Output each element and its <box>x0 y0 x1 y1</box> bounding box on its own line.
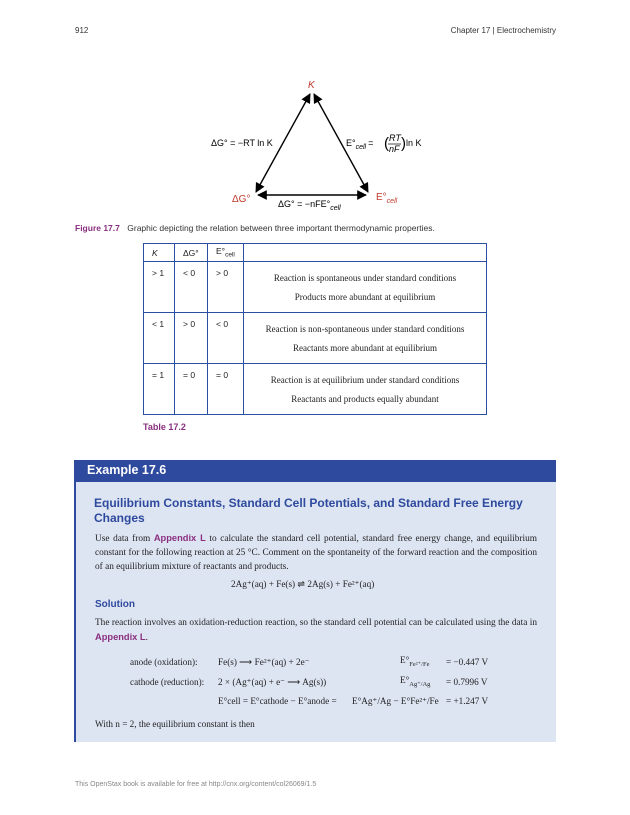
cell-description: Reaction is at equilibrium under standard conditions Reactants and products equally abundant <box>244 364 487 415</box>
anode-label: anode (oxidation): <box>130 657 198 667</box>
cell-potential-equation: E°cell = E°cathode − E°anode = <box>218 696 337 706</box>
page-footer: This OpenStax book is available for free at http://cnx.org/content/col26069/1.5 <box>75 781 317 788</box>
cell-g: < 0 <box>175 262 208 313</box>
table-row <box>144 313 487 364</box>
edge-label-ek <box>346 133 422 154</box>
cell-potential-value: = +1.247 V <box>446 696 489 706</box>
edge-label-gk: ΔG° = −RT ln K <box>211 138 273 148</box>
table-header-row <box>144 244 487 262</box>
cell-description: Reaction is spontaneous under standard conditions Products more abundant at equilibrium <box>244 262 487 313</box>
svg-text:(: ( <box>384 135 389 152</box>
cell-g: = 0 <box>175 364 208 415</box>
svg-text:RT: RT <box>389 133 401 143</box>
reaction-equation: 2Ag⁺(aq) + Fe(s) ⇌ 2Ag(s) + Fe²⁺(aq) <box>231 579 375 589</box>
svg-text:ln K: ln K <box>406 138 422 148</box>
cell-e: > 0 <box>208 262 244 313</box>
figure-caption-text: Graphic depicting the relation between three important thermodynamic properties. <box>127 223 435 233</box>
anode-equation: Fe(s) ⟶ Fe²⁺(aq) + 2e⁻ <box>218 657 310 667</box>
properties-table <box>143 243 487 415</box>
example-prompt: Use data from Appendix L to calculate the standard cell potential, standard free energy change, and equilibrium constant for the following reaction at 25 °C. Comment on the spontaneity of the forward reaction and the composition of an equilibrium mixture of reactants and products. <box>95 533 537 572</box>
running-header: Chapter 17 | Electrochemistry <box>450 26 556 35</box>
cell-potential-difference: E°Ag⁺/Ag − E°Fe²⁺/Fe <box>352 696 439 706</box>
cell-k: < 1 <box>144 313 175 364</box>
col-header-description <box>244 244 487 262</box>
vertex-e-cell: $E^\circ_{cell}$ <box>376 192 398 205</box>
vertex-delta-g: ΔG° <box>232 194 251 205</box>
cathode-value: = 0.7996 V <box>446 677 488 687</box>
figure-caption <box>75 223 435 233</box>
edge-label-ge: $\Delta G^\circ = -nFE^\circ_{cell}$ <box>278 199 341 212</box>
page-number: 912 <box>75 26 89 35</box>
anode-potential: $E^\circ_{Fe^{2+}/Fe}$ <box>400 655 430 668</box>
cell-e: = 0 <box>208 364 244 415</box>
cell-g: > 0 <box>175 313 208 364</box>
thermo-triangle-diagram <box>0 0 630 220</box>
table-caption: Table 17.2 <box>143 422 186 432</box>
cathode-potential: $E^\circ_{Ag^+/Ag}$ <box>400 675 431 688</box>
cathode-equation: 2 × (Ag⁺(aq) + e⁻ ⟶ Ag(s)) <box>218 677 327 687</box>
cell-k: = 1 <box>144 364 175 415</box>
solution-paragraph: The reaction involves an oxidation-reduction reaction, so the standard cell potential can be calculated using the data in Appendix L. <box>95 618 537 643</box>
col-header-e-cell: $E^\circ_{cell}$ <box>208 244 244 262</box>
vertex-k: K <box>308 80 315 91</box>
svg-text:E°cell=: $E^\circ_{cell}$ = <box>346 138 374 151</box>
figure-label: Figure 17.7 <box>75 223 120 233</box>
anode-value: = −0.447 V <box>446 657 489 667</box>
col-header-k: K <box>144 244 175 262</box>
table-row <box>144 262 487 313</box>
equilibrium-intro: With n = 2, the equilibrium constant is then <box>95 719 255 729</box>
svg-text:nF: nF <box>389 144 400 154</box>
appendix-l-link[interactable]: Appendix L <box>95 632 146 642</box>
cell-description: Reaction is non-spontaneous under standard conditions Reactants more abundant at equilibrium <box>244 313 487 364</box>
appendix-l-link[interactable]: Appendix L <box>153 533 206 543</box>
edge-k-e <box>314 94 368 192</box>
cathode-label: cathode (reduction): <box>130 677 205 687</box>
example-title: Equilibrium Constants, Standard Cell Potentials, and Standard Free Energy Changes <box>94 496 523 525</box>
table-row <box>144 364 487 415</box>
col-header-delta-g: ΔG° <box>175 244 208 262</box>
cell-k: > 1 <box>144 262 175 313</box>
cell-e: < 0 <box>208 313 244 364</box>
svg-text:): ) <box>401 135 406 152</box>
solution-heading: Solution <box>95 599 135 610</box>
example-header: Example 17.6 <box>74 460 556 482</box>
